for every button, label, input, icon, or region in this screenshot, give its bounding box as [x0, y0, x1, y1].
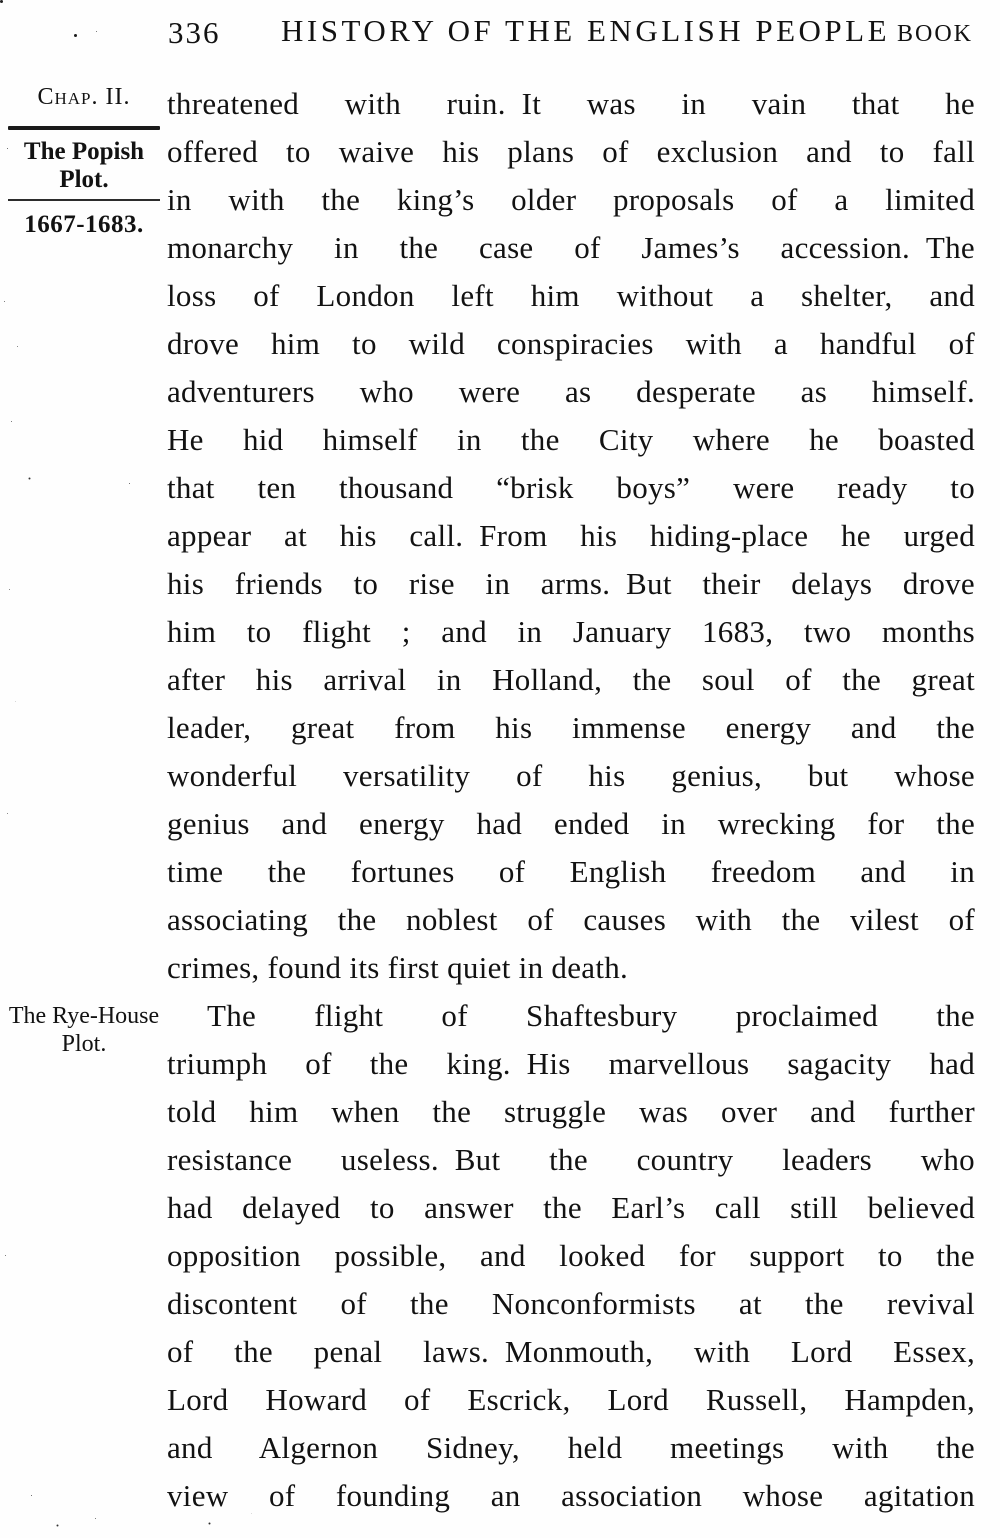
- margin-note-rye-house-plot: The Rye-House Plot.: [8, 1003, 160, 1057]
- body-line: him to flight ; and in January 1683, two months: [167, 614, 975, 649]
- body-line: told him when the struggle was over and further: [167, 1094, 975, 1129]
- body-line: and Algernon Sidney, held meetings with the: [167, 1430, 975, 1465]
- body-line: loss of London left him without a shelter, and: [167, 278, 975, 313]
- body-line: after his arrival in Holland, the soul of the great: [167, 662, 975, 697]
- body-line: of the penal laws. Monmouth, with Lord Essex,: [167, 1334, 975, 1369]
- body-line: crimes, found its first quiet in death.: [167, 950, 629, 985]
- chapter-heading: Chap. II.: [37, 84, 131, 110]
- body-line: adventurers who were as desperate as himself.: [167, 374, 975, 409]
- section-divider-thin: [8, 199, 160, 201]
- body-line: leader, great from his immense energy and the: [167, 710, 975, 745]
- body-line: opposition possible, and looked for support to the: [167, 1238, 975, 1273]
- page-header: [0, 12, 1000, 56]
- body-line: time the fortunes of English freedom and in: [167, 854, 975, 889]
- running-title: HISTORY OF THE ENGLISH PEOPLE: [281, 13, 891, 48]
- body-line: wonderful versatility of his genius, but whose: [167, 758, 975, 793]
- page-number: 336: [168, 15, 221, 50]
- body-line: genius and energy had ended in wrecking for the: [167, 806, 975, 841]
- body-line: drove him to wild conspiracies with a handful of: [167, 326, 975, 361]
- body-line: monarchy in the case of James’s accession. The: [167, 230, 975, 265]
- body-line: his friends to rise in arms. But their delays drove: [167, 566, 975, 601]
- body-text: [167, 80, 975, 1520]
- body-line: offered to waive his plans of exclusion and to fall: [167, 134, 975, 169]
- body-line: Lord Howard of Escrick, Lord Russell, Hampden,: [167, 1382, 975, 1417]
- margin-note-date-range: 1667-1683.: [24, 211, 144, 238]
- body-line: view of founding an association whose agitation: [167, 1478, 975, 1513]
- margin-note-popish-plot: The Popish Plot.: [23, 138, 145, 193]
- body-line: resistance useless. But the country leaders who: [167, 1142, 975, 1177]
- body-line: The flight of Shaftesbury proclaimed the: [207, 998, 975, 1033]
- section-divider-thick: [8, 126, 160, 130]
- body-line: discontent of the Nonconformists at the revival: [167, 1286, 975, 1321]
- body-line: associating the noblest of causes with the vilest of: [167, 902, 975, 937]
- body-line: threatened with ruin. It was in vain that he: [167, 86, 975, 121]
- body-line: in with the king’s older proposals of a limited: [167, 182, 975, 217]
- body-line: had delayed to answer the Earl’s call still believed: [167, 1190, 975, 1225]
- body-line: appear at his call. From his hiding-place he urged: [167, 518, 975, 553]
- scan-noise: [0, 0, 1, 1]
- body-line: He hid himself in the City where he boasted: [167, 422, 975, 457]
- body-line: triumph of the king. His marvellous sagacity had: [167, 1046, 975, 1081]
- book-label: BOOK: [896, 21, 973, 47]
- body-line: that ten thousand “brisk boys” were ready to: [167, 470, 975, 505]
